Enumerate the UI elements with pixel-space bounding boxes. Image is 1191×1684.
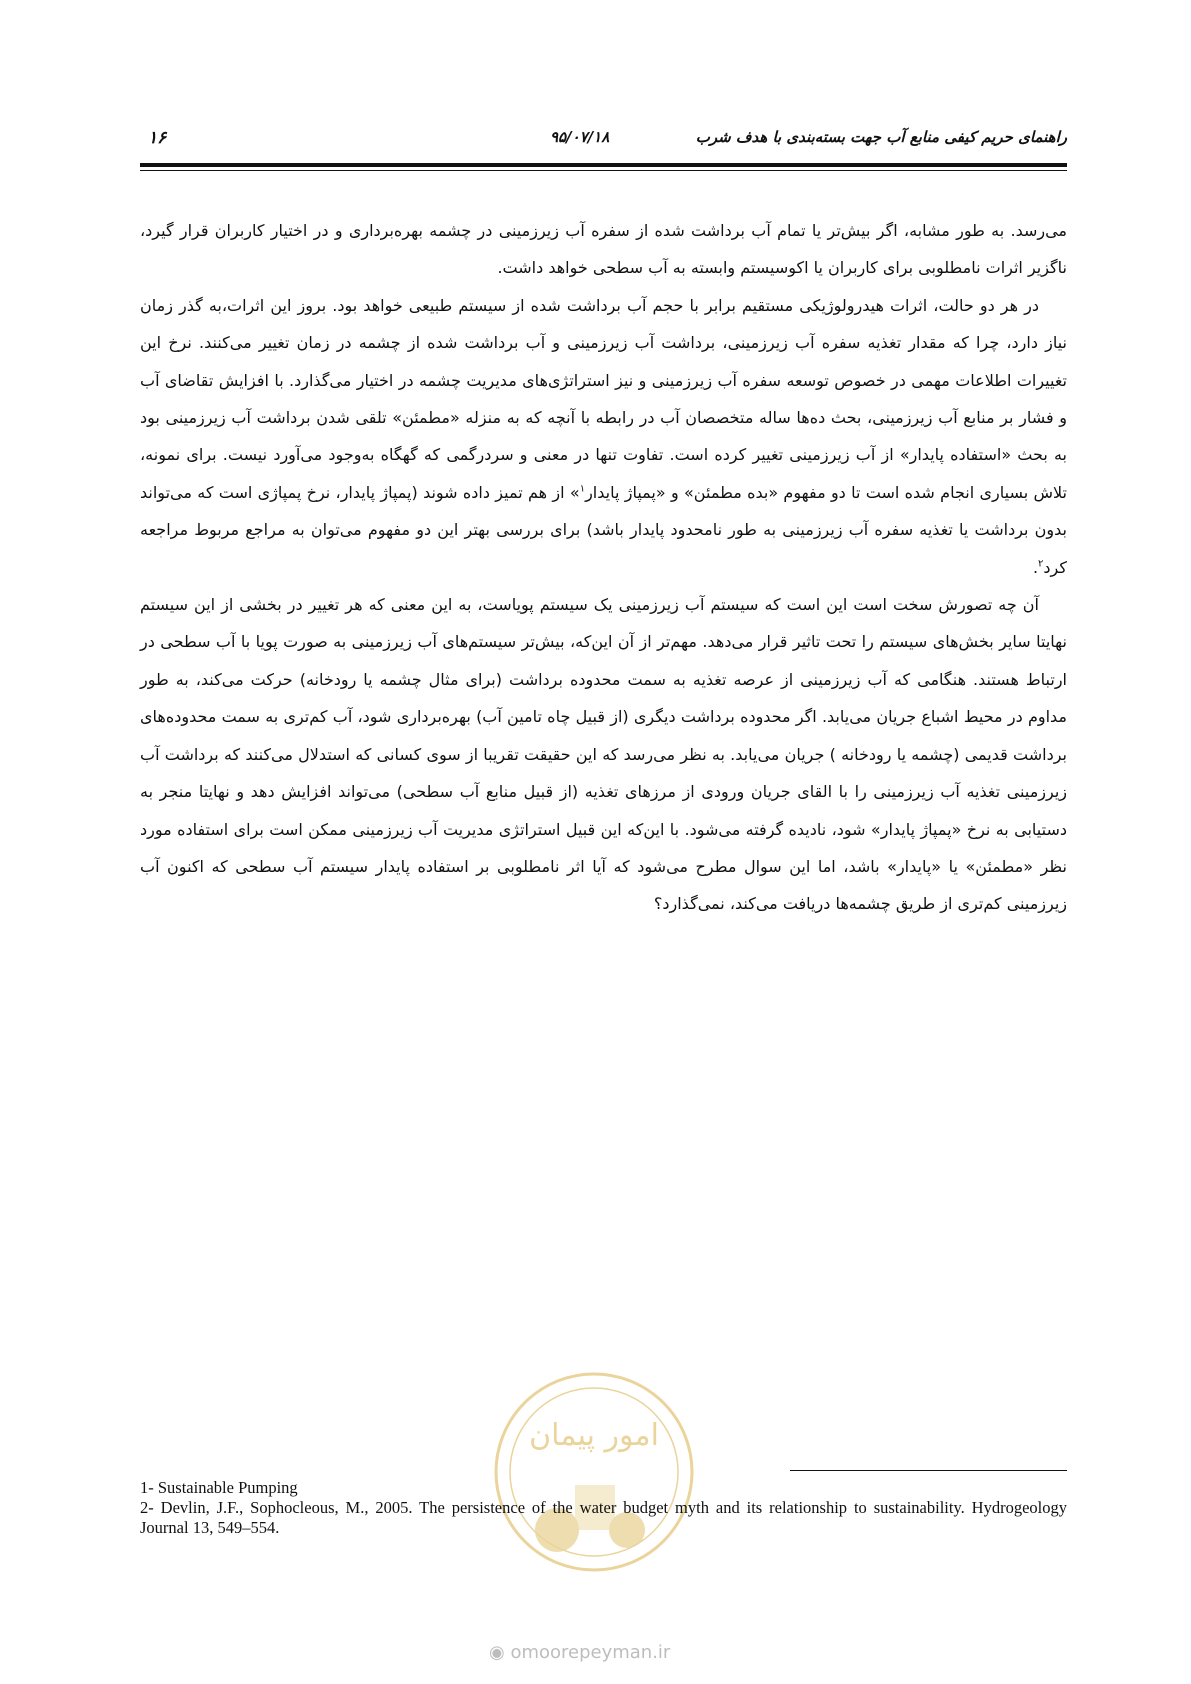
running-title: راهنمای حریم کیفی منابع آب جهت بسته‌بندی با هدف شرب [695,128,1067,146]
paragraph-2-part-b: » از هم تمیز داده شوند (پمپاژ پایدار، نرخ پمپاژی است که می‌تواند بدون برداشت یا تغذیه سفره آب زیرزمینی به طور نامحدود پایدار باشد) برای بررسی بهتر این دو مفهوم می‌توان به مراجع مربوط مراجعه کرد [140,482,1067,577]
page-number: ۱۶ [148,128,167,148]
header-rule-thin [140,170,1067,171]
footnote-separator [790,1470,1067,1471]
paragraph-3: آن چه تصورش سخت است این است که سیستم آب زیرزمینی یک سیستم پویاست، به این معنی که هر تغییر در بخشی از این سیستم نهایتا سایر بخش‌های سیستم را تحت تاثیر قرار می‌دهد. مهم‌تر از آن این‌که، بیش‌تر سیستم‌های آب زیرزمینی به صورت پویا با آب سطحی در ارتباط هستند. هنگامی که آب زیرزمینی از عرصه تغذیه به سمت محدوده برداشت (برای مثال چشمه یا رودخانه) حرکت می‌کند، به طور مداوم در محیط اشباع جریان می‌یابد. اگر محدوده برداشت دیگری (از قبیل چاه تامین آب) بهره‌برداری شود، آب کم‌تری به سمت محدوده‌های برداشت قدیمی (چشمه یا رودخانه ) جریان می‌یابد. به نظر می‌رسد که این حقیقت تقریبا از سوی کسانی که استدلال می‌کنند که برداشت آب زیرزمینی تغذیه آب زیرزمینی را با القای جریان ورودی از مرزهای تغذیه (از قبیل منابع آب سطحی) می‌تواند افزایش دهد و نهایتا منجر به دستیابی به نرخ «پمپاژ پایدار» شود، نادیده گرفته می‌شود. با این‌که این قبیل استراتژی مدیریت آب زیرزمینی ممکن است برای استفاده مورد نظر «مطمئن» یا «پایدار» باشد، اما این سوال مطرح می‌شود که آیا اثر نامطلوبی بر استفاده پایدار سیستم آب سطحی که اکنون آب زیرزمینی کم‌تری از طریق چشمه‌ها دریافت می‌کند، نمی‌گذارد؟ [140,595,1067,914]
body-text [140,212,1067,923]
paragraph-2-part-a: در هر دو حالت، اثرات هیدرولوژیکی مستقیم برابر با حجم آب برداشت شده از سیستم طبیعی خواهد بود. بروز این اثرات،به گذر زمان نیاز دارد، چرا که مقدار تغذیه سفره آب زیرزمینی، برداشت آب زیرزمینی و آب برداشت شده از چشمه در زمان تغییر می‌کنند. نرخ این تغییرات اطلاعات مهمی در خصوص توسعه سفره آب زیرزمینی و نیز استراتژی‌های مدیریت چشمه در اختیار می‌گذارد. با افزایش تقاضای آب و فشار بر منابع آب زیرزمینی، بحث ده‌ها ساله متخصصان آب در رابطه با آنچه که به منزله «مطمئن» تلقی شدن برداشت آب زیرزمینی بود به بحث «استفاده پایدار» از آب زیرزمینی تغییر کرده است. تفاوت تنها در معنی و سردرگمی که گهگاه به‌وجود می‌آورد نیست. برای نمونه، تلاش بسیاری انجام شده است تا دو مفهوم «بده مطمئن» و «پمپاژ پایدار [140,295,1068,502]
footnote-1: 1- Sustainable Pumping [140,1478,298,1497]
watermark-url: ◉ omoorepeyman.ir [489,1642,671,1663]
footnote-ref-2[interactable]: ۲ [1038,558,1044,570]
watermark-logo-text: امور پیمان [529,1418,659,1453]
watermark-logo [487,1365,702,1580]
header-date: ۹۵/۰۷/۱۸ [550,128,610,146]
paragraph-2-end: . [1032,557,1039,577]
paragraph-1: می‌رسد. به طور مشابه، اگر بیش‌تر یا تمام آب برداشت شده از سفره آب زیرزمینی در چشمه بهره‌برداری و در اختیار کاربران قرار گیرد، ناگزیر اثرات نامطلوبی برای کاربران یا اکوسیستم وابسته به آب سطحی خواهد داشت. [140,221,1067,278]
paragraph-2 [140,287,1067,586]
footnote-ref-1[interactable]: ۱ [579,483,586,495]
footnotes [140,1478,1067,1538]
header-rule-thick [140,163,1067,167]
footnote-2: 2- Devlin, J.F., Sophocleous, M., 2005. The persistence of the water budget myth and its relationship to sustainability. Hydrogeology Journal 13, 549–554. [140,1498,1067,1537]
watermark-url-text: omoorepeyman.ir [510,1642,671,1663]
